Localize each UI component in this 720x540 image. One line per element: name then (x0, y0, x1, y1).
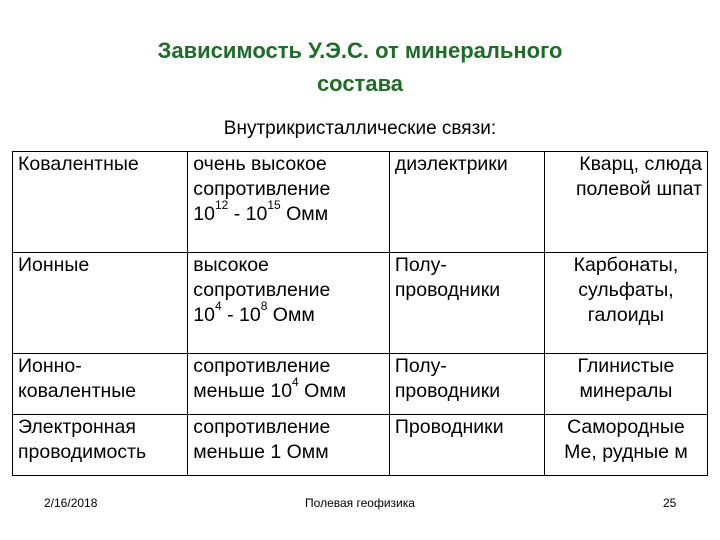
resistance-line: меньше $10^4$ Омм (193, 375, 347, 402)
mineral-line: сульфаты, (578, 279, 674, 301)
type-label: Полу- (394, 355, 447, 377)
type-cell (389, 415, 544, 476)
resistance-line: сопротивление (193, 279, 331, 301)
resistance-line: сопротивление (193, 178, 331, 200)
minerals-cell (544, 354, 707, 415)
bonds-table (12, 151, 708, 476)
resistance-range: $10^{12} - 10^{15}$ Омм (193, 198, 329, 225)
resistance-line: меньше 1 Омм (193, 441, 329, 463)
resistance-cell (188, 253, 390, 354)
bond-label: Ковалентные (18, 153, 139, 175)
type-cell (389, 253, 544, 354)
slide-title (60, 34, 660, 100)
resistance-cell (188, 354, 390, 415)
bond-label: проводимость (18, 441, 147, 463)
mineral-line: полевой шпат (575, 178, 702, 200)
mineral-line: Самородные (567, 416, 685, 438)
resistance-line: высокое (193, 254, 269, 276)
table-row (13, 415, 708, 476)
resistance-line: очень высокое (193, 153, 327, 175)
type-cell (389, 152, 544, 253)
mineral-line: Глинистые (577, 355, 675, 377)
table-caption: Внутрикристаллические связи: (223, 118, 497, 139)
resistance-line: сопротивление (193, 416, 331, 438)
mineral-line: галоиды (587, 304, 665, 326)
bond-cell (13, 354, 188, 415)
bond-label: Ионные (18, 254, 90, 276)
type-label: проводники (394, 279, 501, 301)
bond-cell (13, 253, 188, 354)
table-row (13, 354, 708, 415)
mineral-line: Карбонаты, (573, 254, 679, 276)
type-cell (389, 354, 544, 415)
page-number: 25 (663, 496, 677, 510)
minerals-cell (544, 253, 707, 354)
table-row (13, 253, 708, 354)
bond-label: ковалентные (18, 380, 137, 402)
resistance-range: $10^4 - 10^8$ Омм (193, 299, 315, 326)
bond-cell (13, 415, 188, 476)
resistance-cell (188, 415, 390, 476)
minerals-cell (544, 415, 707, 476)
title-line-2: состава (316, 71, 404, 96)
type-label: Проводники (394, 416, 504, 438)
type-label: проводники (394, 380, 501, 402)
mineral-line: минералы (579, 380, 673, 402)
type-label: диэлектрики (394, 153, 508, 175)
resistance-line: сопротивление (193, 355, 331, 377)
resistance-cell (188, 152, 390, 253)
footer-title: Полевая геофизика (305, 496, 415, 510)
mineral-line: Кварц, слюда (579, 153, 702, 175)
bond-label: Ионно- (18, 355, 82, 377)
bond-label: Электронная (18, 416, 136, 438)
table-row (13, 152, 708, 253)
bond-cell (13, 152, 188, 253)
minerals-cell (544, 152, 707, 253)
footer-date: 2/16/2018 (44, 496, 98, 510)
type-label: Полу- (394, 254, 447, 276)
mineral-line: Ме, рудные м (564, 441, 688, 463)
title-line-1: Зависимость У.Э.С. от минерального (157, 38, 563, 63)
